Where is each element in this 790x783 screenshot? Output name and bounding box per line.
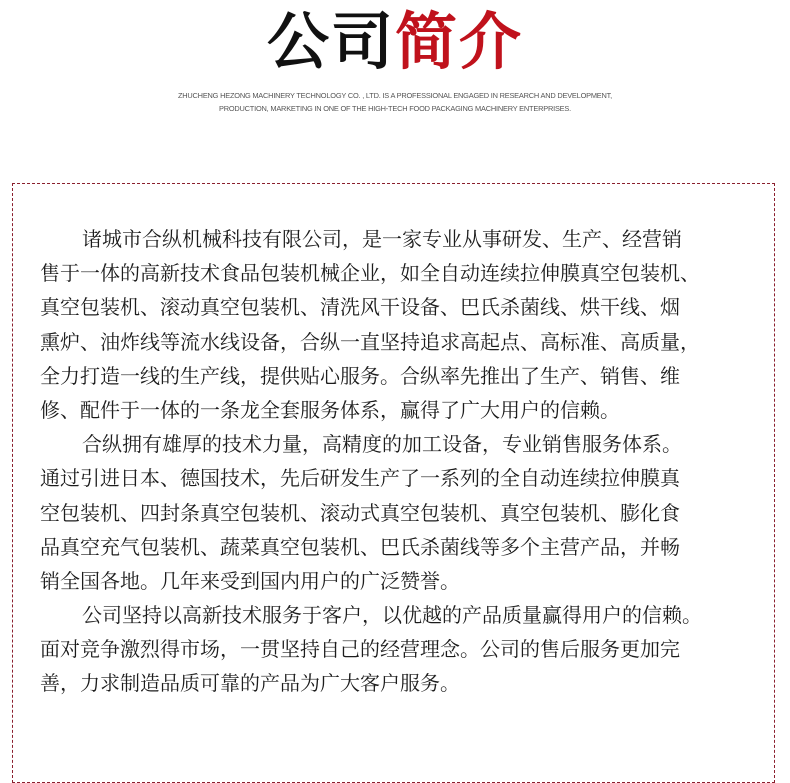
- subtitle-line: PRODUCTION, MARKETING IN ONE OF THE HIGH-TECH FOOD PACKAGING MACHINERY ENTERPRISES.: [218, 104, 571, 113]
- english-subtitle: [0, 89, 790, 115]
- title-part-intro: 简介: [395, 5, 524, 78]
- paragraph-1: [40, 222, 760, 427]
- text-line: 售于一体的高新技术食品包装机械企业，如全自动连续拉伸膜真空包装机、: [40, 261, 700, 286]
- text-line: 空包装机、四封条真空包装机、滚动式真空包装机、真空包装机、膨化食: [40, 500, 680, 525]
- title-part-company: 公司: [266, 5, 395, 78]
- text-line: 诸城市合纵机械科技有限公司，是一家专业从事研发、生产、经营销: [82, 227, 682, 251]
- text-line: 品真空充气包装机、蔬菜真空包装机、巴氏杀菌线等多个主营产品，并畅: [40, 534, 680, 559]
- paragraph-2: [40, 427, 760, 598]
- text-line: 通过引进日本、德国技术，先后研发生产了一系列的全自动连续拉伸膜真: [40, 466, 680, 491]
- text-line: 全力打造一线的生产线，提供贴心服务。合纵率先推出了生产、销售、维: [40, 363, 680, 388]
- text-line: 面对竞争激烈得市场，一贯坚持自己的经营理念。公司的售后服务更加完: [40, 637, 680, 662]
- text-line: 合纵拥有雄厚的技术力量，高精度的加工设备，专业销售服务体系。: [82, 432, 682, 457]
- company-intro-text: [40, 222, 760, 701]
- paragraph-3: [40, 598, 760, 701]
- text-line: 善，力求制造品质可靠的产品为广大客户服务。: [40, 671, 460, 696]
- text-line: 销全国各地。几年来受到国内用户的广泛赞誉。: [40, 568, 460, 593]
- text-line: 公司坚持以高新技术服务于客户，以优越的产品质量赢得用户的信赖。: [82, 603, 702, 628]
- text-line: 熏炉、油炸线等流水线设备，合纵一直坚持追求高起点、高标准、高质量，: [40, 329, 700, 354]
- text-line: 修、配件于一体的一条龙全套服务体系，赢得了广大用户的信赖。: [40, 397, 620, 422]
- text-line: 真空包装机、滚动真空包装机、清洗风干设备、巴氏杀菌线、烘干线、烟: [40, 295, 680, 320]
- subtitle-line: ZHUCHENG HEZONG MACHINERY TECHNOLOGY CO. , LTD. IS A PROFESSIONAL ENGAGED IN RESEARCH AND DEVELOPMENT,: [177, 91, 613, 100]
- page-title: [0, 4, 790, 80]
